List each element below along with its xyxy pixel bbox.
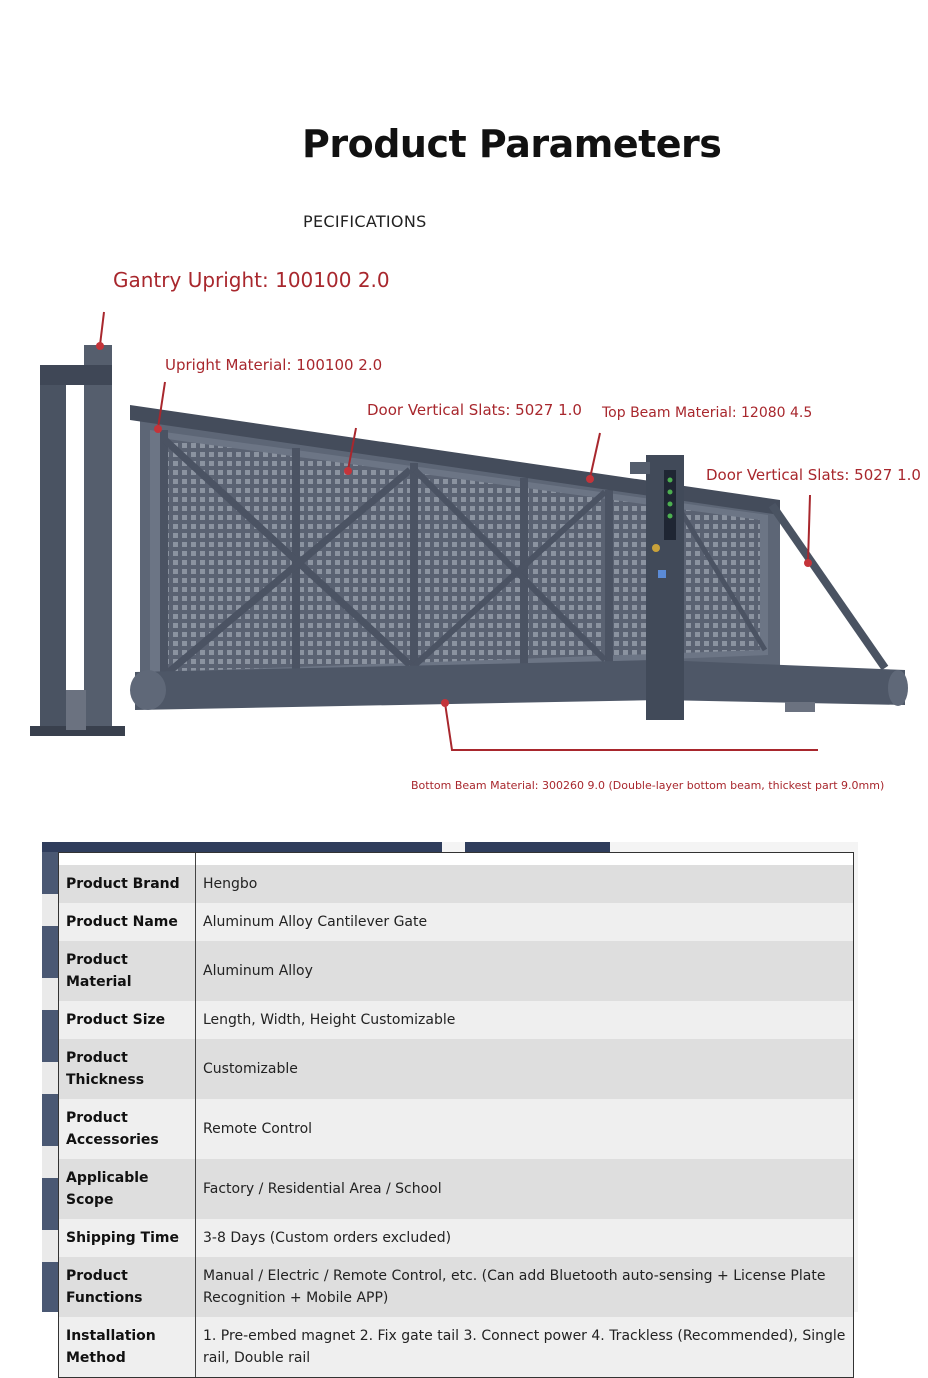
callout-door-vertical-slats-2: Door Vertical Slats: 5027 1.0 (706, 466, 921, 484)
spec-row (59, 865, 853, 903)
spec-value: Manual / Electric / Remote Control, etc. (Can add Bluetooth auto-sensing + License Plate Recognition + Mobile APP) (196, 1257, 854, 1317)
spec-row (59, 1219, 853, 1257)
spec-value: Aluminum Alloy Cantilever Gate (196, 903, 854, 941)
spec-key: Product Accessories (59, 1099, 196, 1159)
support-strut (772, 505, 885, 668)
spec-key: Product Thickness (59, 1039, 196, 1099)
spec-table (58, 852, 854, 1378)
spec-row (59, 1317, 853, 1377)
spec-value: Factory / Residential Area / School (196, 1159, 854, 1219)
callout-gantry-upright: Gantry Upright: 100100 2.0 (113, 268, 390, 292)
spec-value: Customizable (196, 1039, 854, 1099)
gantry-upright (30, 345, 125, 736)
spec-value: Length, Width, Height Customizable (196, 1001, 854, 1039)
spec-key: Product Name (59, 903, 196, 941)
spec-key: Applicable Scope (59, 1159, 196, 1219)
spec-value: 1. Pre-embed magnet 2. Fix gate tail 3. Connect power 4. Trackless (Recommended), Single rail, Double rail (196, 1317, 854, 1377)
callout-upright-material: Upright Material: 100100 2.0 (165, 356, 383, 374)
callout-bottom-beam-material: Bottom Beam Material: 300260 9.0 (Double-layer bottom beam, thickest part 9.0mm) (411, 779, 885, 792)
table-decoration-top-2 (465, 842, 610, 852)
spec-value: Remote Control (196, 1099, 854, 1159)
callout-door-vertical-slats-1: Door Vertical Slats: 5027 1.0 (367, 401, 582, 419)
spec-row (59, 1159, 853, 1219)
spec-row (59, 1039, 853, 1099)
table-decoration-top (42, 842, 442, 852)
spec-value: Aluminum Alloy (196, 941, 854, 1001)
page-title: Product Parameters (302, 122, 722, 166)
callout-top-beam-material: Top Beam Material: 12080 4.5 (602, 405, 813, 421)
spec-row (59, 1257, 853, 1317)
spec-row (59, 941, 853, 1001)
table-decoration-left (42, 842, 58, 1312)
spec-value: 3-8 Days (Custom orders excluded) (196, 1219, 854, 1257)
spec-key: Product Size (59, 1001, 196, 1039)
spec-key: Product Functions (59, 1257, 196, 1317)
spec-key: Shipping Time (59, 1219, 196, 1257)
spec-key: Product Brand (59, 865, 196, 903)
spec-key: Product Material (59, 941, 196, 1001)
spec-key: Installation Method (59, 1317, 196, 1377)
spec-value: Hengbo (196, 865, 854, 903)
spec-row (59, 1001, 853, 1039)
spec-row (59, 903, 853, 941)
spec-row (59, 1099, 853, 1159)
page-subtitle: PECIFICATIONS (303, 212, 427, 231)
table-header-row (59, 853, 853, 865)
